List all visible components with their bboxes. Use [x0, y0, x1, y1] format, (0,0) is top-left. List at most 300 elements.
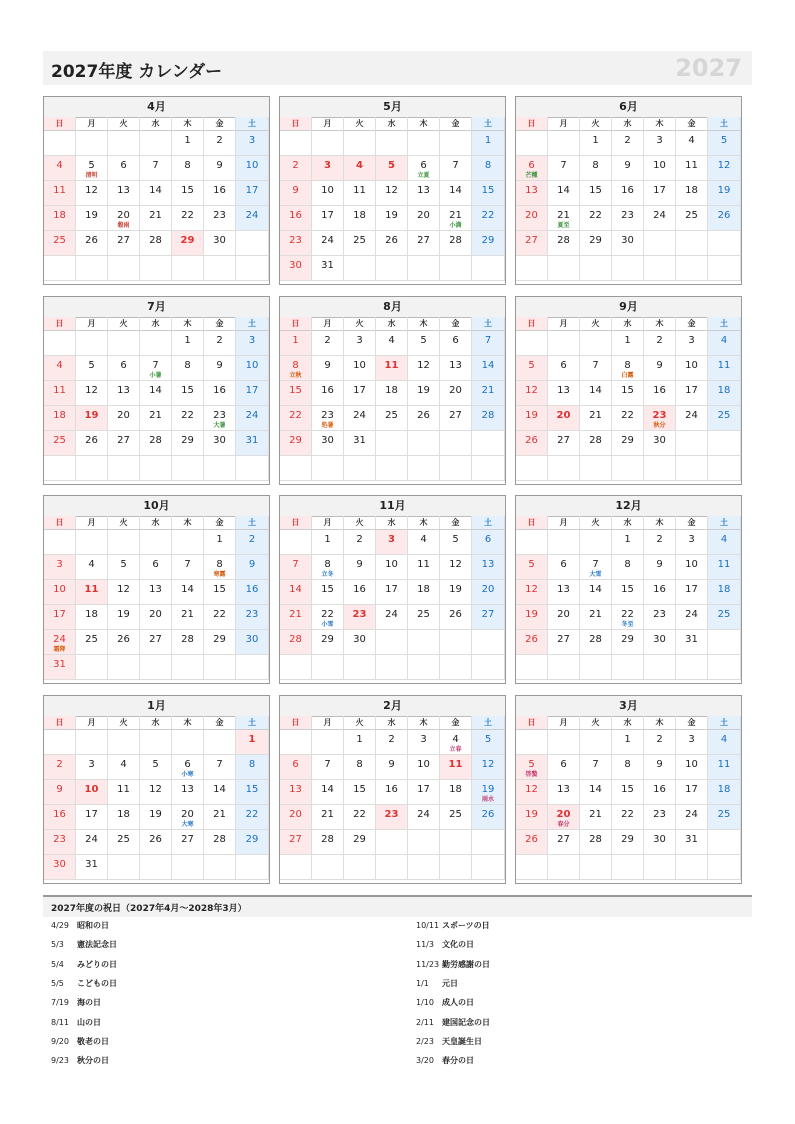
day-cell — [708, 356, 741, 381]
empty-cell — [580, 730, 612, 755]
solar-term-label: 啓蟄 — [525, 771, 538, 778]
day-number: 14 — [149, 385, 162, 396]
day-cell — [580, 605, 612, 630]
day-number: 11 — [384, 360, 399, 371]
month-title: 5月 — [280, 97, 505, 118]
day-number: 27 — [289, 834, 302, 845]
day-cell — [548, 406, 580, 431]
day-number: 7 — [560, 160, 567, 171]
day-number: 17 — [385, 584, 398, 595]
day-cell — [312, 256, 344, 281]
empty-cell — [708, 456, 741, 481]
day-cell — [140, 381, 172, 406]
day-cell — [676, 630, 708, 655]
day-number: 14 — [589, 784, 602, 795]
day-cell — [280, 406, 312, 431]
day-cell — [312, 630, 344, 655]
day-number: 26 — [149, 834, 162, 845]
day-cell — [76, 431, 108, 456]
weekday-header: 月 — [76, 716, 108, 730]
day-number: 18 — [717, 784, 731, 795]
empty-cell — [76, 331, 108, 356]
day-number: 20 — [449, 385, 462, 396]
empty-cell — [376, 855, 408, 880]
day-cell — [44, 755, 76, 780]
empty-cell — [644, 855, 676, 880]
day-number: 28 — [149, 435, 162, 446]
day-cell — [612, 530, 644, 555]
empty-cell — [44, 131, 76, 156]
empty-cell — [108, 131, 140, 156]
holiday-item — [51, 979, 117, 989]
day-cell — [440, 231, 472, 256]
day-cell — [440, 356, 472, 381]
day-cell — [548, 231, 580, 256]
day-number: 29 — [289, 435, 302, 446]
day-number: 12 — [525, 784, 538, 795]
day-number: 29 — [321, 634, 334, 645]
weekday-header: 日 — [516, 716, 548, 730]
holiday-date: 5/5 — [51, 978, 64, 988]
day-number: 28 — [321, 834, 334, 845]
day-number: 18 — [717, 584, 731, 595]
day-number: 2 — [356, 534, 363, 545]
day-cell — [236, 181, 269, 206]
day-cell — [312, 331, 344, 356]
day-cell — [236, 730, 269, 755]
day-cell — [236, 206, 269, 231]
day-number: 5 — [720, 135, 728, 146]
empty-cell — [140, 331, 172, 356]
day-number: 4 — [56, 360, 63, 371]
holiday-date: 8/11 — [51, 1017, 69, 1027]
weekday-header: 木 — [644, 117, 676, 131]
day-cell — [644, 131, 676, 156]
holiday-item — [416, 940, 474, 950]
day-number: 14 — [149, 185, 162, 196]
solar-term-label: 寒露 — [213, 571, 226, 578]
day-number: 15 — [481, 185, 495, 196]
month-title: 3月 — [516, 696, 741, 717]
day-cell — [44, 830, 76, 855]
day-number: 27 — [149, 634, 162, 645]
weekday-header: 木 — [172, 516, 204, 530]
day-cell — [376, 780, 408, 805]
day-cell — [580, 181, 612, 206]
day-number: 26 — [525, 634, 538, 645]
day-number: 4 — [720, 734, 728, 745]
weekday-header: 土 — [472, 516, 505, 530]
weekday-header: 火 — [108, 117, 140, 131]
day-cell — [548, 156, 580, 181]
day-number: 31 — [321, 260, 334, 271]
day-cell — [236, 406, 269, 431]
day-cell — [344, 830, 376, 855]
day-number: 2 — [656, 335, 663, 346]
day-cell — [644, 356, 676, 381]
day-cell — [280, 630, 312, 655]
day-number: 24 — [53, 634, 66, 645]
solar-term-label: 小満 — [449, 222, 462, 229]
day-number: 2 — [388, 734, 395, 745]
day-cell — [44, 206, 76, 231]
empty-cell — [344, 855, 376, 880]
day-cell — [612, 181, 644, 206]
day-cell — [204, 356, 236, 381]
day-number: 16 — [653, 784, 666, 795]
empty-cell — [236, 655, 269, 680]
weekday-header: 木 — [644, 716, 676, 730]
day-number: 13 — [449, 360, 462, 371]
holiday-name: 文化の日 — [442, 940, 474, 950]
day-number: 2 — [216, 135, 223, 146]
day-number: 6 — [120, 160, 127, 171]
weekday-header: 水 — [612, 516, 644, 530]
day-cell — [516, 206, 548, 231]
day-number: 3 — [688, 534, 695, 545]
day-number: 21 — [149, 210, 162, 221]
day-number: 4 — [420, 534, 427, 545]
day-number: 25 — [53, 235, 66, 246]
empty-cell — [580, 530, 612, 555]
day-cell — [44, 181, 76, 206]
day-cell — [580, 356, 612, 381]
weekday-header: 木 — [172, 317, 204, 331]
day-number: 5 — [484, 734, 492, 745]
day-cell — [280, 605, 312, 630]
day-cell — [108, 206, 140, 231]
day-number: 15 — [621, 584, 634, 595]
day-cell — [644, 206, 676, 231]
holiday-date: 1/1 — [416, 978, 429, 988]
day-cell — [516, 555, 548, 580]
day-cell — [312, 206, 344, 231]
holiday-date: 5/4 — [51, 959, 64, 969]
day-cell — [44, 655, 76, 680]
day-number: 17 — [685, 584, 698, 595]
day-cell — [472, 555, 505, 580]
day-cell — [280, 555, 312, 580]
day-cell — [708, 580, 741, 605]
day-cell — [676, 356, 708, 381]
day-cell — [708, 181, 741, 206]
day-cell — [280, 206, 312, 231]
day-number: 24 — [321, 235, 334, 246]
empty-cell — [344, 256, 376, 281]
day-number: 13 — [117, 185, 130, 196]
day-number: 24 — [685, 410, 698, 421]
holiday-item — [51, 960, 117, 970]
day-cell — [140, 156, 172, 181]
day-cell — [236, 605, 269, 630]
empty-cell — [140, 456, 172, 481]
empty-cell — [280, 456, 312, 481]
day-number: 12 — [117, 584, 130, 595]
day-number: 19 — [117, 609, 130, 620]
empty-cell — [312, 655, 344, 680]
day-number: 13 — [525, 185, 538, 196]
day-number: 13 — [481, 559, 495, 570]
day-cell — [376, 580, 408, 605]
day-number: 29 — [353, 834, 366, 845]
day-cell — [172, 206, 204, 231]
month-title: 7月 — [44, 297, 269, 318]
day-cell — [408, 331, 440, 356]
day-cell — [76, 406, 108, 431]
day-number: 26 — [117, 634, 130, 645]
day-number: 21 — [321, 809, 334, 820]
day-cell — [76, 555, 108, 580]
day-number: 26 — [481, 809, 495, 820]
empty-cell — [440, 131, 472, 156]
day-number: 14 — [289, 584, 302, 595]
day-cell — [548, 630, 580, 655]
day-cell — [172, 156, 204, 181]
day-number: 19 — [525, 410, 538, 421]
day-number: 12 — [85, 385, 98, 396]
day-cell — [204, 181, 236, 206]
day-number: 21 — [449, 210, 462, 221]
day-cell — [440, 730, 472, 755]
solar-term-label: 穀雨 — [117, 222, 130, 229]
day-cell — [204, 630, 236, 655]
day-number: 21 — [589, 609, 602, 620]
day-number: 14 — [557, 185, 570, 196]
day-cell — [312, 356, 344, 381]
day-number: 24 — [685, 809, 698, 820]
day-cell — [236, 580, 269, 605]
day-number: 28 — [213, 834, 226, 845]
day-number: 22 — [481, 210, 495, 221]
day-number: 31 — [245, 435, 259, 446]
empty-cell — [708, 630, 741, 655]
day-number: 22 — [289, 410, 302, 421]
day-number: 11 — [117, 784, 130, 795]
day-cell — [440, 406, 472, 431]
day-cell — [76, 805, 108, 830]
empty-cell — [280, 730, 312, 755]
weekday-header: 日 — [44, 716, 76, 730]
day-number: 9 — [624, 160, 631, 171]
day-number: 2 — [324, 335, 331, 346]
empty-cell — [76, 456, 108, 481]
day-number: 8 — [484, 160, 492, 171]
day-cell — [580, 406, 612, 431]
day-cell — [516, 156, 548, 181]
day-cell — [280, 431, 312, 456]
day-number: 16 — [213, 385, 226, 396]
holiday-date: 2/11 — [416, 1017, 434, 1027]
day-number: 3 — [88, 759, 95, 770]
day-cell — [440, 181, 472, 206]
day-number: 16 — [653, 385, 666, 396]
day-number: 4 — [388, 335, 395, 346]
empty-cell — [644, 456, 676, 481]
weekday-header: 日 — [280, 317, 312, 331]
solar-term-label: 春分 — [557, 821, 570, 828]
day-number: 7 — [216, 759, 223, 770]
holiday-date: 9/20 — [51, 1036, 69, 1046]
day-number: 30 — [289, 260, 302, 271]
day-cell — [580, 630, 612, 655]
day-number: 11 — [53, 385, 66, 396]
day-cell — [344, 156, 376, 181]
empty-cell — [548, 131, 580, 156]
empty-cell — [140, 655, 172, 680]
weekday-header: 日 — [44, 317, 76, 331]
day-cell — [204, 206, 236, 231]
empty-cell — [140, 855, 172, 880]
day-number: 26 — [385, 235, 398, 246]
day-cell — [644, 755, 676, 780]
day-cell — [204, 406, 236, 431]
holiday-item — [416, 979, 458, 989]
empty-cell — [172, 256, 204, 281]
holiday-date: 11/23 — [416, 959, 440, 969]
day-cell — [676, 805, 708, 830]
day-cell — [408, 206, 440, 231]
day-cell — [580, 231, 612, 256]
day-cell — [140, 206, 172, 231]
day-number: 3 — [388, 534, 395, 545]
day-number: 21 — [181, 609, 194, 620]
day-cell — [44, 805, 76, 830]
day-number: 8 — [592, 160, 599, 171]
day-cell — [516, 356, 548, 381]
holiday-item — [416, 1018, 490, 1028]
day-cell — [108, 805, 140, 830]
day-number: 22 — [589, 210, 602, 221]
empty-cell — [76, 530, 108, 555]
empty-cell — [580, 655, 612, 680]
day-cell — [644, 181, 676, 206]
day-number: 17 — [353, 385, 366, 396]
weekday-header: 土 — [236, 716, 269, 730]
day-cell — [140, 406, 172, 431]
day-number: 16 — [289, 210, 302, 221]
day-cell — [76, 630, 108, 655]
empty-cell — [676, 855, 708, 880]
day-number: 29 — [621, 435, 634, 446]
day-number: 13 — [289, 784, 302, 795]
empty-cell — [580, 331, 612, 356]
empty-cell — [376, 256, 408, 281]
day-cell — [440, 381, 472, 406]
day-cell — [236, 431, 269, 456]
solar-term-label: 大暑 — [213, 422, 226, 429]
weekday-header: 土 — [708, 317, 741, 331]
day-number: 25 — [685, 210, 698, 221]
day-number: 3 — [248, 335, 256, 346]
solar-term-label: 雨水 — [481, 796, 494, 803]
day-cell — [612, 630, 644, 655]
day-number: 9 — [656, 360, 663, 371]
day-number: 2 — [656, 534, 663, 545]
day-cell — [516, 755, 548, 780]
empty-cell — [108, 530, 140, 555]
day-cell — [408, 605, 440, 630]
empty-cell — [516, 655, 548, 680]
day-number: 12 — [417, 360, 430, 371]
day-cell — [708, 381, 741, 406]
day-number: 16 — [53, 809, 66, 820]
empty-cell — [516, 730, 548, 755]
day-cell — [108, 156, 140, 181]
day-number: 14 — [481, 360, 495, 371]
day-cell — [44, 231, 76, 256]
day-cell — [644, 530, 676, 555]
day-cell — [344, 555, 376, 580]
day-cell — [612, 131, 644, 156]
day-cell — [376, 530, 408, 555]
day-number: 4 — [452, 734, 459, 745]
empty-cell — [676, 256, 708, 281]
day-number: 16 — [621, 185, 634, 196]
day-cell — [140, 231, 172, 256]
day-number: 18 — [717, 385, 731, 396]
day-number: 30 — [653, 834, 666, 845]
day-number: 19 — [525, 609, 538, 620]
day-number: 2 — [248, 534, 256, 545]
day-cell — [312, 431, 344, 456]
empty-cell — [140, 530, 172, 555]
day-cell — [44, 156, 76, 181]
day-cell — [108, 630, 140, 655]
day-number: 14 — [181, 584, 194, 595]
holiday-date: 3/20 — [416, 1056, 434, 1066]
holiday-name: みどりの日 — [77, 959, 117, 969]
day-number: 23 — [621, 210, 634, 221]
day-cell — [76, 231, 108, 256]
empty-cell — [644, 655, 676, 680]
day-number: 17 — [653, 185, 666, 196]
day-cell — [140, 805, 172, 830]
day-number: 19 — [717, 185, 731, 196]
day-cell — [676, 131, 708, 156]
day-cell — [312, 605, 344, 630]
day-cell — [440, 605, 472, 630]
empty-cell — [408, 630, 440, 655]
day-number: 22 — [621, 809, 634, 820]
day-cell — [236, 530, 269, 555]
holiday-name: 建国記念の日 — [442, 1017, 490, 1027]
day-number: 20 — [557, 609, 570, 620]
day-number: 17 — [85, 809, 98, 820]
day-cell — [344, 356, 376, 381]
holiday-name: 昭和の日 — [77, 921, 109, 930]
empty-cell — [472, 830, 505, 855]
empty-cell — [44, 456, 76, 481]
weekday-header: 日 — [516, 117, 548, 131]
day-cell — [344, 730, 376, 755]
day-cell — [440, 755, 472, 780]
day-number: 7 — [324, 759, 331, 770]
day-number: 22 — [621, 410, 634, 421]
weekday-header: 土 — [708, 516, 741, 530]
day-cell — [708, 605, 741, 630]
day-cell — [204, 431, 236, 456]
day-cell — [172, 431, 204, 456]
holiday-item — [51, 1037, 109, 1047]
empty-cell — [676, 655, 708, 680]
day-number: 3 — [356, 335, 363, 346]
empty-cell — [548, 256, 580, 281]
weekday-header: 月 — [76, 317, 108, 331]
day-cell — [472, 730, 505, 755]
day-number: 2 — [292, 160, 299, 171]
day-number: 2 — [56, 759, 63, 770]
empty-cell — [580, 256, 612, 281]
